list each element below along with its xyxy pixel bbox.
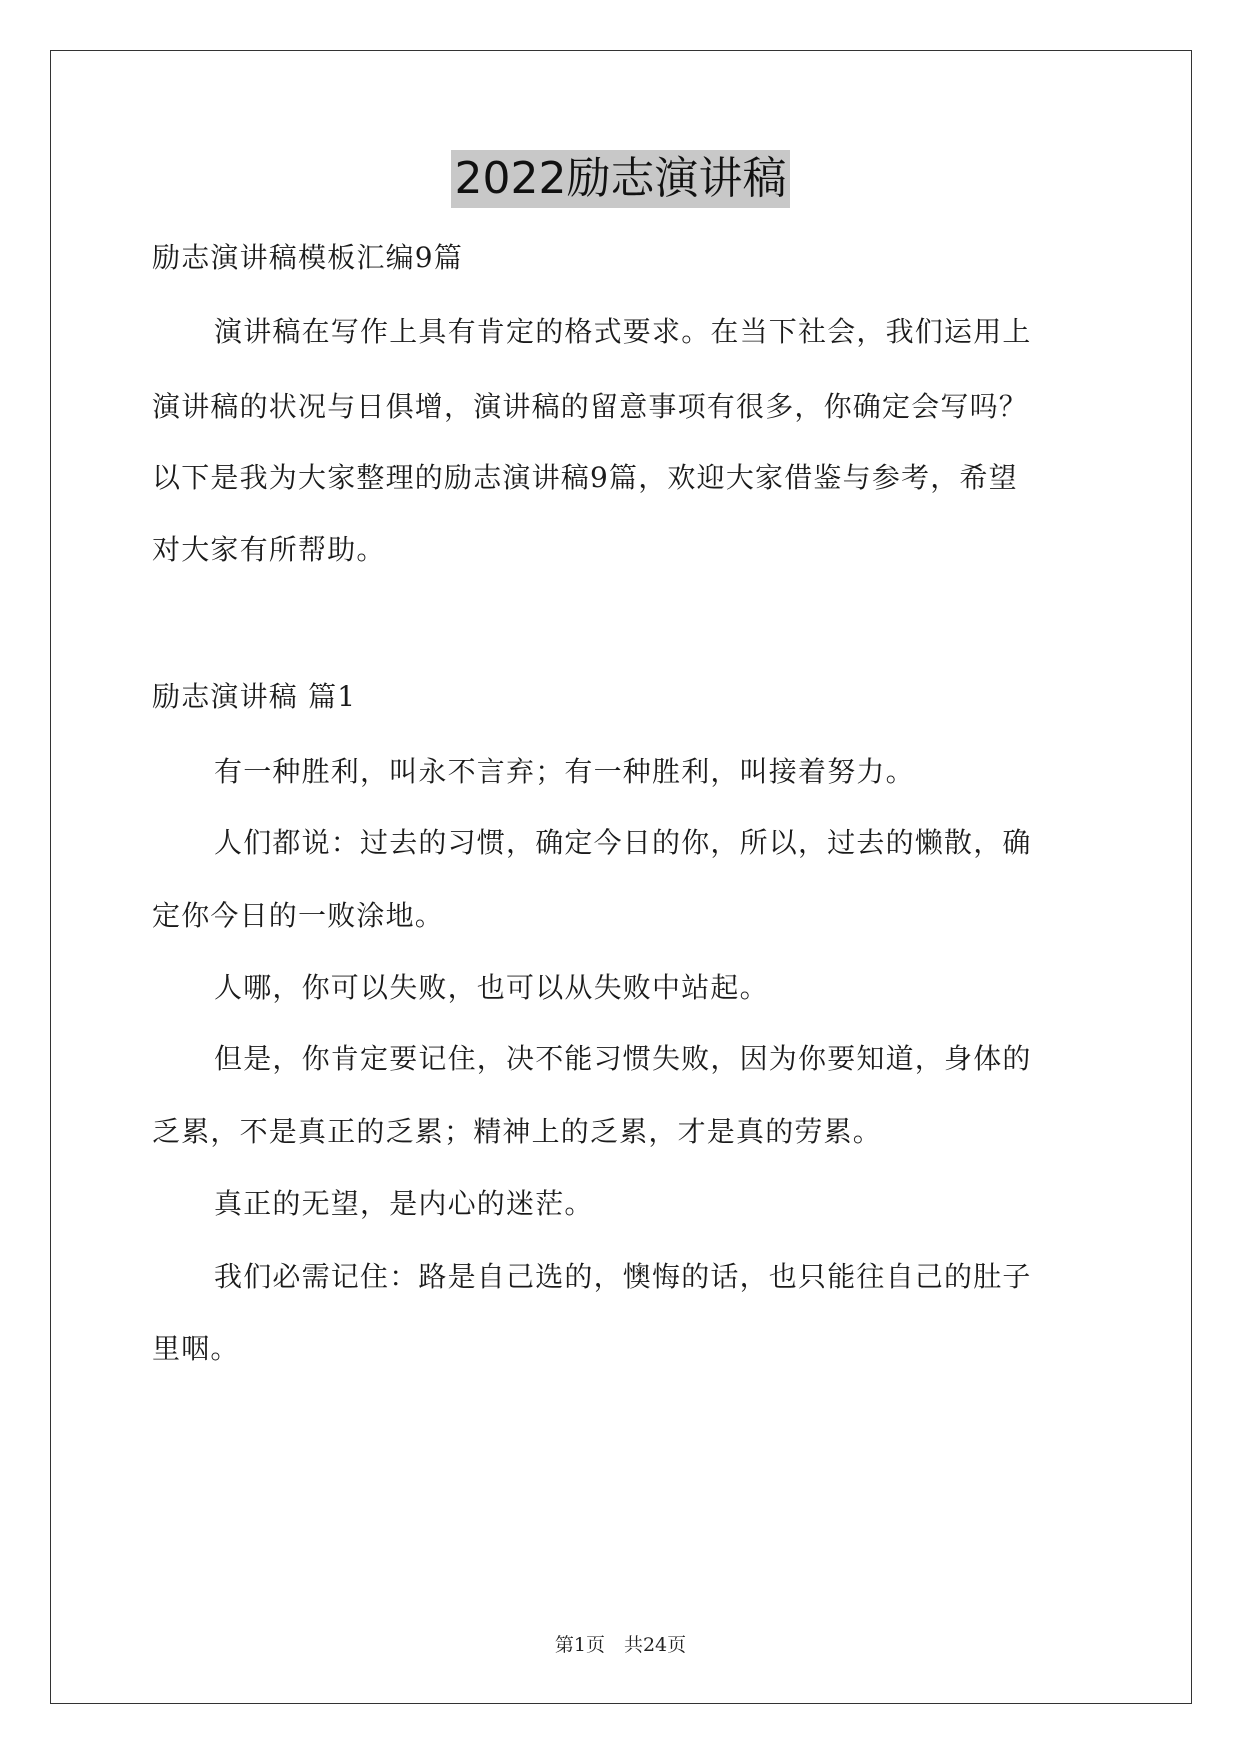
body-line: 乏累，不是真正的乏累；精神上的乏累，才是真的劳累。 bbox=[152, 1115, 883, 1148]
document-subtitle: 励志演讲稿模板汇编9篇 bbox=[152, 241, 464, 274]
body-line: 真正的无望，是内心的迷茫。 bbox=[214, 1187, 594, 1220]
title-container bbox=[0, 150, 1241, 208]
body-line: 人哪，你可以失败，也可以从失败中站起。 bbox=[214, 971, 769, 1004]
body-line: 我们必需记住：路是自己选的，懊悔的话，也只能往自己的肚子 bbox=[214, 1260, 1032, 1293]
intro-line: 以下是我为大家整理的励志演讲稿9篇，欢迎大家借鉴与参考，希望 bbox=[152, 461, 1018, 494]
body-line: 有一种胜利，叫永不言弃；有一种胜利，叫接着努力。 bbox=[214, 755, 915, 788]
intro-line: 演讲稿在写作上具有肯定的格式要求。在当下社会，我们运用上 bbox=[214, 315, 1032, 348]
intro-line: 对大家有所帮助。 bbox=[152, 533, 386, 566]
body-line: 人们都说：过去的习惯，确定今日的你，所以，过去的懒散，确 bbox=[214, 826, 1032, 859]
body-line: 里咽。 bbox=[152, 1332, 240, 1365]
body-line: 定你今日的一败涂地。 bbox=[152, 899, 445, 932]
intro-line: 演讲稿的状况与日俱增，演讲稿的留意事项有很多，你确定会写吗？ bbox=[152, 390, 1029, 423]
page-number: 第1页 共24页 bbox=[554, 1634, 687, 1656]
page-border bbox=[50, 50, 1192, 1704]
document-title: 2022励志演讲稿 bbox=[451, 150, 791, 208]
body-line: 但是，你肯定要记住，决不能习惯失败，因为你要知道，身体的 bbox=[214, 1042, 1032, 1075]
section-heading: 励志演讲稿 篇1 bbox=[152, 680, 357, 713]
